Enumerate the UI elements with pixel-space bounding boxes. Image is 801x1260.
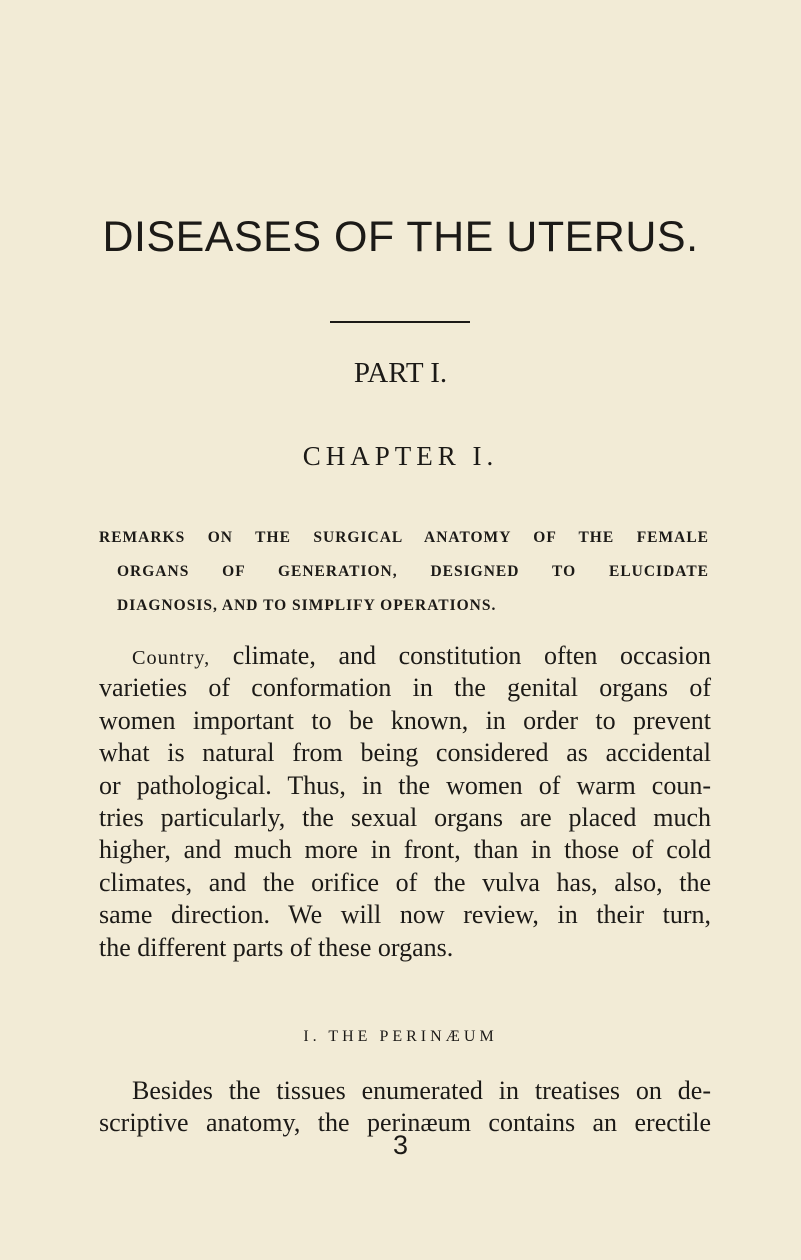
book-title: DISEASES OF THE UTERUS.	[102, 213, 699, 261]
paragraph-line: varieties of conformation in the genital organs of	[99, 673, 711, 703]
part-heading: PART I.	[353, 357, 448, 389]
paragraph-line: scriptive anatomy, the perinæum contains an erectile	[99, 1108, 711, 1138]
chapter-subtitle	[99, 521, 709, 623]
paragraph-line: women important to be known, in order to prevent	[99, 705, 711, 735]
paragraph-line: same direction. We will now review, in their turn,	[99, 900, 711, 930]
chapter-subtitle-line: DIAGNOSIS, AND TO SIMPLIFY OPERATIONS.	[117, 597, 497, 614]
drop-word: Country,	[132, 647, 211, 669]
title-divider	[330, 321, 470, 323]
chapter-subtitle-line: ORGANS OF GENERATION, DESIGNED TO ELUCIDATE	[117, 563, 709, 580]
section-heading: I. THE PERINÆUM	[303, 1028, 498, 1045]
paragraph-line: higher, and much more in front, than in those of cold	[99, 835, 711, 865]
chapter-heading: CHAPTER I.	[302, 441, 499, 471]
page-number: 3	[392, 1130, 409, 1160]
paragraph-line: tries particularly, the sexual organs are placed much	[99, 802, 711, 832]
paragraph-line: climates, and the orifice of the vulva has, also, the	[99, 867, 711, 897]
paragraph-1	[99, 640, 711, 964]
first-line-text: climate, and constitution often occasion	[210, 641, 711, 670]
paragraph-line: or pathological. Thus, in the women of warm coun-	[99, 770, 711, 800]
chapter-subtitle-line: REMARKS ON THE SURGICAL ANATOMY OF THE FEMALE	[99, 529, 709, 546]
paragraph-line: the different parts of these organs.	[99, 932, 454, 962]
paragraph-line	[99, 640, 711, 672]
paragraph-line: Besides the tissues enumerated in treatises on de-	[132, 1076, 711, 1105]
paragraph-line: what is natural from being considered as accidental	[99, 738, 711, 768]
